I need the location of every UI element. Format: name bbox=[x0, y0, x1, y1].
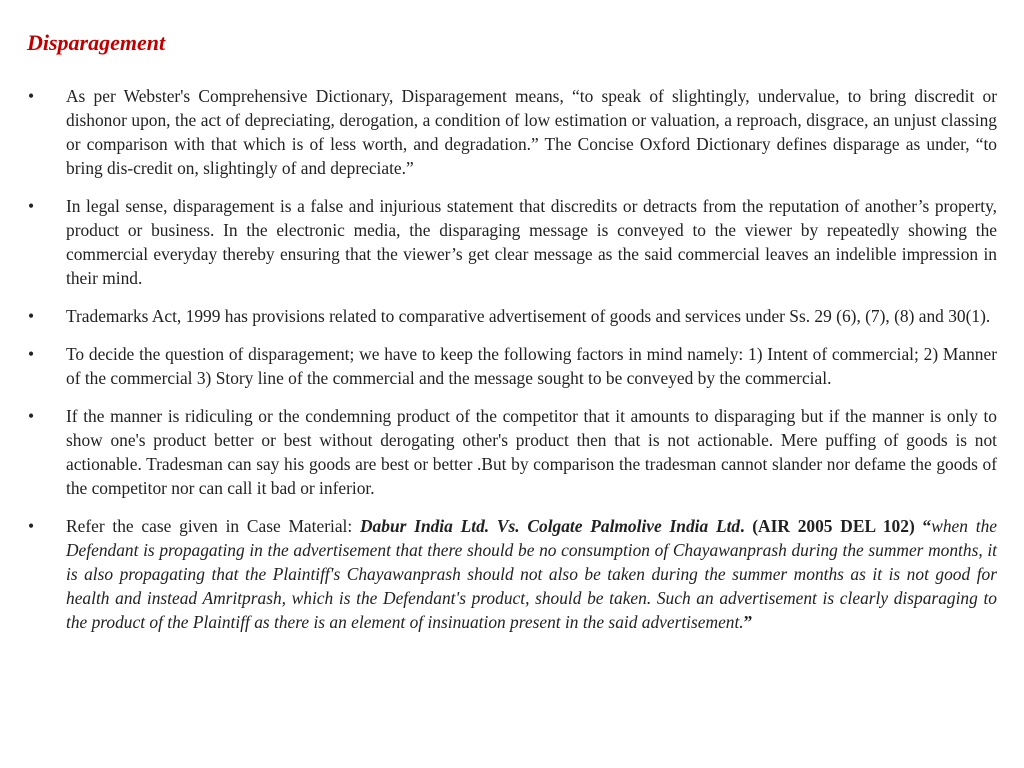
open-quote: “ bbox=[922, 516, 932, 536]
bullet-icon: • bbox=[28, 306, 35, 326]
bullet-text: In legal sense, disparagement is a false and injurious statement that discredits or detracts from the reputation of another’s property, product or business. In the electronic media, the disparaging message is conveyed to the viewer by repeatedly showing the commercial everyday thereby ensuring that the viewer’s get clear message as the said commercial leaves an indelible impression in their mind. bbox=[66, 196, 997, 288]
bullet-text: To decide the question of disparagement; we have to keep the following factors in mind namely: 1) Intent of commercial; 2) Manner of the commercial 3) Story line of the commercial and the message sought to be conveyed by the commercial. bbox=[66, 344, 997, 388]
bullet-text: Trademarks Act, 1999 has provisions related to comparative advertisement of goods and services under Ss. 29 (6), (7), (8) and 30(1). bbox=[66, 306, 991, 326]
case-quote: when the Defendant is propagating in the advertisement that there should be no consumption of Chayawanprash during the summer months, it is also propagating that the Plaintiff's Chayawanprash should not also be taken during the summer months as it is not good for health and instead Amritprash, which is the Defendant's product, should be taken. Such an advertisement is clearly disparaging to the product of the Plaintiff as there is an element of insinuation present in the said advertisement. bbox=[66, 516, 997, 632]
list-item bbox=[28, 304, 997, 328]
close-quote: ” bbox=[743, 612, 753, 632]
list-item bbox=[28, 194, 997, 290]
case-name: Dabur India Ltd. Vs. Colgate Palmolive India Ltd bbox=[360, 516, 741, 536]
bullet-icon: • bbox=[28, 516, 35, 536]
page-title: Disparagement bbox=[27, 30, 166, 55]
list-item bbox=[28, 404, 997, 500]
bullet-text: As per Webster's Comprehensive Dictionary, Disparagement means, “to speak of slightingly, undervalue, to bring discredit or dishonor upon, the act of depreciating, derogation, a condition of low estimation or valuation, a reproach, disgrace, an unjust classing or comparison with that which is of less worth, and degradation.” The Concise Oxford Dictionary defines disparage as under, “to bring dis-credit on, slightingly of and depreciate.” bbox=[66, 86, 997, 178]
case-intro-text: Refer the case given in Case Material: bbox=[66, 516, 360, 536]
case-name-period: . bbox=[740, 516, 745, 536]
bullet-list bbox=[28, 84, 997, 648]
bullet-icon: • bbox=[28, 406, 35, 426]
bullet-text: If the manner is ridiculing or the condemning product of the competitor that it amounts to disparaging but if the manner is only to show one's product better or best without derogating other's product then that is not actionable. Mere puffing of goods is not actionable. Tradesman can say his goods are best or better .But by comparison the tradesman cannot slander nor defame the goods of the competitor nor can call it bad or inferior. bbox=[66, 406, 997, 498]
case-citation: (AIR 2005 DEL 102) bbox=[744, 516, 915, 536]
bullet-icon: • bbox=[28, 86, 35, 106]
bullet-icon: • bbox=[28, 196, 35, 216]
list-item bbox=[28, 342, 997, 390]
bullet-icon: • bbox=[28, 344, 35, 364]
case-list-item bbox=[28, 514, 997, 634]
list-item bbox=[28, 84, 997, 180]
